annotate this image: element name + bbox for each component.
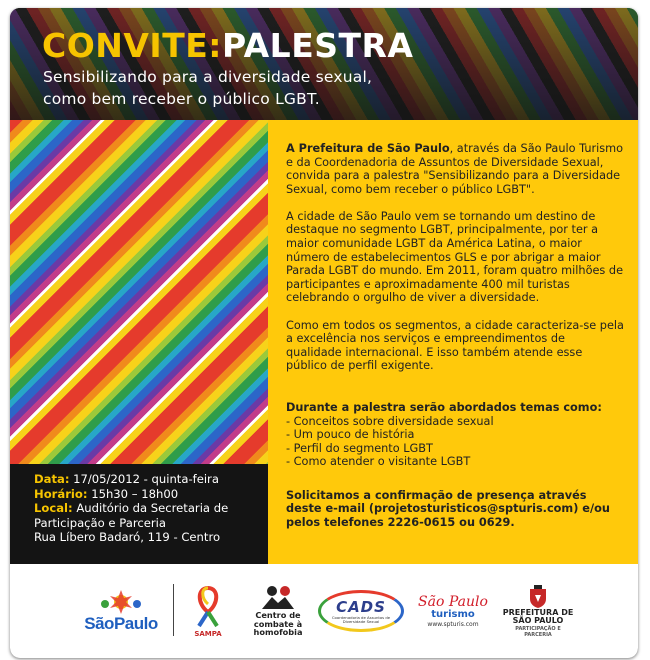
cads-oval	[318, 590, 404, 632]
header-banner	[10, 8, 638, 120]
prefeitura-logo	[502, 580, 574, 642]
list-item: - Perfil do segmento LGBT	[286, 441, 433, 455]
list-item: - Um pouco de história	[286, 428, 415, 442]
paragraph-destination: A cidade de São Paulo vem se tornando um destino de destaque no segmento LGBT, principalmente, por ter a maior comunidade LGBT da América Latina, o maior número de estabelecimentos GLS e por abrigar a maior Parada LGBT do mundo. Em 2011, foram quatro milhões de participantes e aproximadamente 400 mil turistas celebrando o orgulho de viver a diversidade.	[286, 209, 624, 305]
title-convite: CONVITE	[42, 26, 209, 65]
invitation-text-panel	[268, 120, 638, 564]
cads-subtext: Coordenadoria de Assuntos de Diversidade Sexual	[331, 614, 391, 624]
prefeitura-text: PREFEITURA DE SÃO PAULO	[502, 607, 574, 625]
invitation-card	[10, 8, 638, 658]
rsvp-text: Solicitamos a confirmação de presença através deste e-mail (projetosturisticos@spturis.com) e/ou pelos telefones 2226-0615 ou 0629.	[286, 488, 610, 530]
cads-text: CADS	[336, 597, 386, 616]
prefeitura-subtext: PARTICIPAÇÃO E PARCERIA	[515, 625, 561, 638]
place-label: Local:	[34, 501, 73, 515]
title-separator: :	[208, 26, 222, 65]
topics-list	[286, 415, 624, 469]
spt-url: www.spturis.com	[427, 621, 479, 628]
date-value: 17/05/2012 - quinta-feira	[69, 472, 219, 486]
topics-title: Durante a palestra serão abordados temas como:	[286, 400, 602, 414]
spt-script: São Paulo	[418, 594, 488, 610]
sp-turismo-logo	[414, 580, 492, 642]
list-item: - Conceitos sobre diversidade sexual	[286, 414, 494, 428]
paragraph-intro	[286, 142, 624, 196]
coat-of-arms-icon	[527, 585, 549, 609]
sampa-text: SAMPA	[194, 630, 222, 638]
cads-logo	[316, 580, 406, 642]
ribbon-icon	[193, 584, 223, 628]
time-label: Horário:	[34, 486, 88, 501]
place-value: Auditório da Secretaria de Participação e Parceria	[34, 501, 229, 530]
rainbow-stripes-image	[10, 120, 268, 464]
people-icon	[258, 585, 298, 611]
event-place	[34, 501, 268, 530]
spt-turismo: turismo	[431, 609, 475, 620]
subtitle-line-1: Sensibilizando para a diversidade sexual,	[43, 68, 373, 86]
intro-rest: , através da São Paulo Turismo e da Coordenadoria de Assuntos de Diversidade Sexual, convida para a palestra "Sensibilizando para a Diversidade Sexual, como bem receber o público LGBT".	[286, 142, 624, 196]
list-item: - Como atender o visitante LGBT	[286, 455, 471, 469]
footer-divider	[173, 584, 174, 636]
time-value: 15h30 – 18h00	[87, 486, 179, 501]
intro-strong: A Prefeitura de São Paulo	[286, 142, 450, 155]
sp-logo-text: SãoPaulo	[84, 614, 158, 633]
sao-paulo-city-logo	[80, 580, 162, 642]
event-date	[34, 472, 268, 487]
combate-text: Centro de combate à homofobia	[253, 610, 303, 638]
title-palestra: PALESTRA	[221, 26, 414, 65]
date-label: Data:	[34, 472, 70, 486]
event-address: Rua Líbero Badaró, 119 - Centro	[34, 530, 221, 544]
sponsor-logos-footer	[10, 564, 638, 658]
event-time	[34, 487, 268, 502]
sp-star-icon	[95, 588, 147, 614]
combate-homofobia-logo	[246, 580, 310, 642]
sampa-logo	[188, 580, 228, 642]
event-details	[10, 464, 268, 564]
page-title	[42, 26, 413, 65]
paragraph-excellence: Como em todos os segmentos, a cidade caracteriza-se pela a excelência nos serviços e empreendimentos de qualidade internacional. E isso também atende esse público de perfil exigente.	[286, 318, 624, 373]
subtitle-line-2: como bem receber o público LGBT.	[43, 90, 320, 108]
